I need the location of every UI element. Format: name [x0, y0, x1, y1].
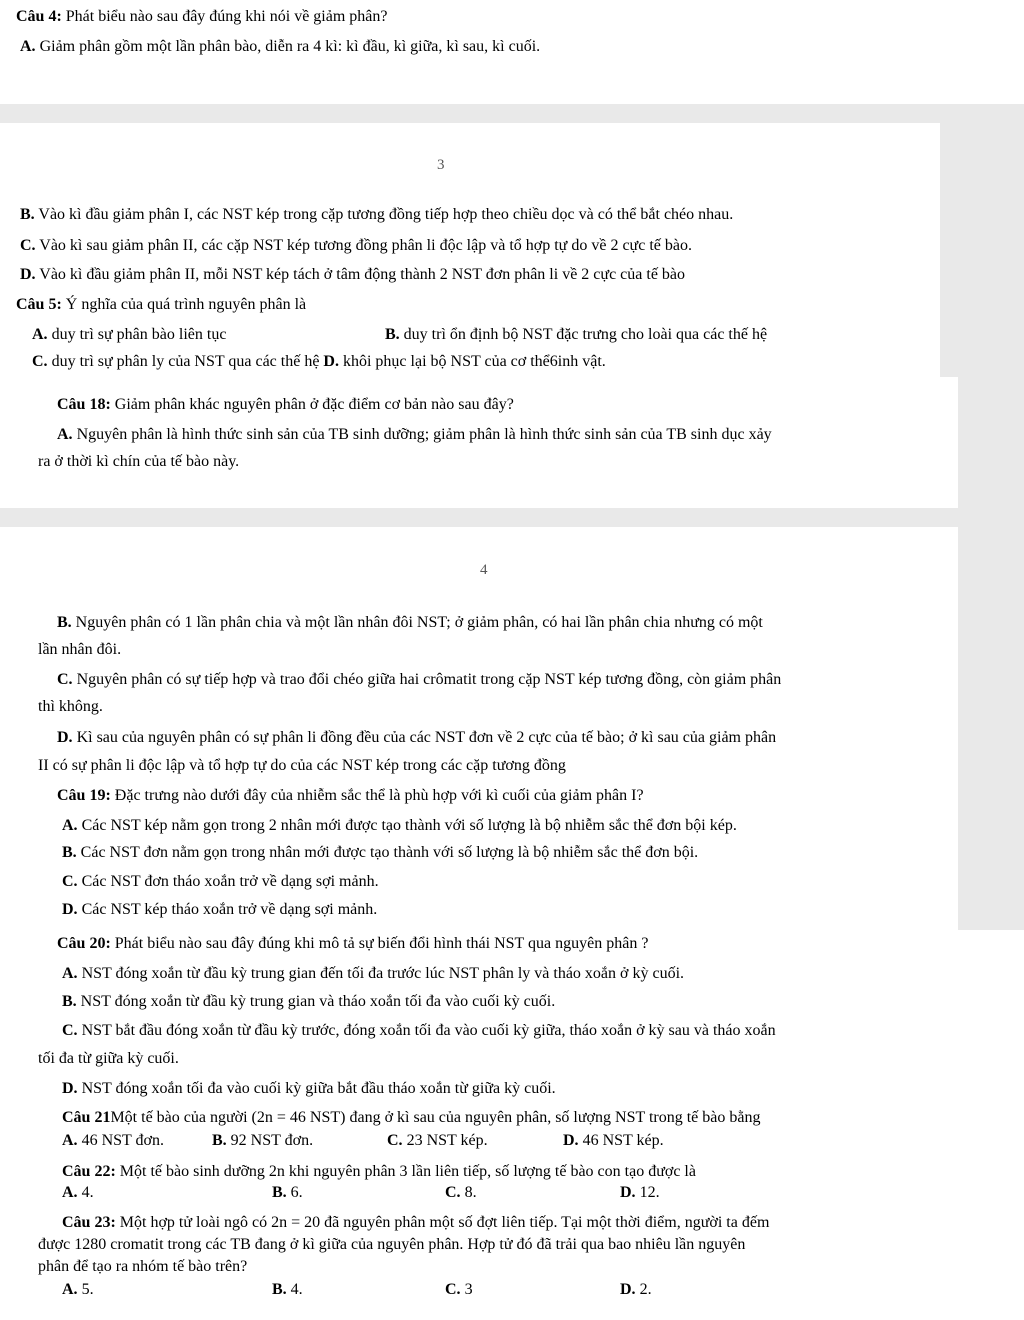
q20-text: Phát biểu nào sau đây đúng khi mô tả sự biến đổi hình thái NST qua nguyên phân ?	[110, 935, 649, 952]
q20-b-text: NST đóng xoắn từ đầu kỳ trung gian và tháo xoắn tối đa vào cuối kỳ cuối.	[76, 993, 556, 1010]
q19-option-a	[62, 816, 737, 835]
q5-label: Câu 5:	[16, 296, 62, 313]
q19-c-label: C.	[62, 873, 78, 890]
q18-c-label: C.	[57, 671, 73, 688]
q20-c-label: C.	[62, 1022, 78, 1039]
q21-a-text: 46 NST đơn.	[77, 1132, 164, 1149]
q18-option-d-line2: II có sự phân li độc lập và tổ hợp tự do của các NST kép trong các cặp tương đồng	[38, 757, 566, 774]
q18-a-label: A.	[57, 426, 73, 443]
q23-b-text: 4.	[286, 1281, 303, 1298]
q4-label: Câu 4:	[16, 8, 62, 25]
q20-a-text: NST đóng xoắn từ đầu kỳ trung gian đến tối đa trước lúc NST phân ly và tháo xoắn ở kỳ cuối.	[77, 965, 685, 982]
q21-option-a	[62, 1131, 164, 1150]
q18-label: Câu 18:	[57, 396, 111, 413]
q4-b-text: Vào kì đầu giảm phân I, các NST kép trong cặp tương đồng tiếp hợp theo chiều dọc và có thể bắt chéo nhau.	[34, 206, 734, 223]
q23-stem-line3: phân để tạo ra nhóm tế bào trên?	[38, 1258, 248, 1275]
q5-a-text: duy trì sự phân bào liên tục	[47, 326, 227, 343]
q21-b-label: B.	[212, 1132, 227, 1149]
q22-d-text: 12.	[635, 1184, 660, 1201]
q5-c-text: duy trì sự phân ly của NST qua các thế hệ	[47, 353, 320, 370]
q4-a-text: Giảm phân gồm một lần phân bào, diễn ra 4 kì: kì đầu, kì giữa, kì sau, kì cuối.	[35, 38, 541, 55]
q18-option-b-line2: lần nhân đôi.	[38, 641, 122, 658]
q18-d-text-1: Kì sau của nguyên phân có sự phân li đồng đều của các NST đơn về 2 cực của tế bào; ở kì sau của giảm phân	[72, 729, 777, 746]
q22-stem	[62, 1162, 696, 1181]
q20-option-c-line1	[62, 1021, 776, 1040]
q4-b-label: B.	[20, 206, 35, 223]
q22-c-label: C.	[445, 1184, 461, 1201]
q18-b-label: B.	[57, 614, 72, 631]
q21-label: Câu 21	[62, 1109, 111, 1126]
q20-option-d	[62, 1079, 556, 1098]
q21-stem	[62, 1108, 760, 1127]
q21-c-text: 23 NST kép.	[402, 1132, 488, 1149]
q5-d-text: khôi phục lại bộ NST của cơ thể6inh vật.	[338, 353, 606, 370]
q23-option-d	[620, 1280, 652, 1299]
q23-a-text: 5.	[77, 1281, 94, 1298]
q18-text: Giảm phân khác nguyên phân ở đặc điểm cơ bản nào sau đây?	[110, 396, 514, 413]
q21-c-label: C.	[387, 1132, 403, 1149]
q19-c-text: Các NST đơn tháo xoắn trở về dạng sợi mảnh.	[77, 873, 379, 890]
q22-option-b	[272, 1183, 303, 1202]
q19-option-c	[62, 872, 379, 891]
q22-a-label: A.	[62, 1184, 78, 1201]
q4-stem	[16, 7, 388, 26]
q19-d-label: D.	[62, 901, 78, 918]
q22-a-text: 4.	[77, 1184, 94, 1201]
q22-option-d	[620, 1183, 660, 1202]
q5-stem	[16, 295, 306, 314]
q18-option-c-line1	[57, 670, 781, 689]
q23-option-a	[62, 1280, 94, 1299]
q21-b-text: 92 NST đơn.	[226, 1132, 314, 1149]
q21-option-b	[212, 1131, 313, 1150]
q21-a-label: A.	[62, 1132, 78, 1149]
q19-stem	[57, 786, 644, 805]
q5-b-label: B.	[385, 326, 400, 343]
q19-d-text: Các NST kép tháo xoắn trở về dạng sợi mảnh.	[77, 901, 378, 918]
q18-c-text-1: Nguyên phân có sự tiếp hợp và trao đổi chéo giữa hai crômatit trong cặp NST kép tương đồng, còn giảm phân	[72, 671, 782, 688]
q19-label: Câu 19:	[57, 787, 111, 804]
q19-text: Đặc trưng nào dưới đây của nhiễm sắc thể là phù hợp với kì cuối của giảm phân I?	[110, 787, 644, 804]
q18-option-d-line1	[57, 728, 776, 747]
q5-d-label: D.	[323, 353, 339, 370]
page-gap-2	[0, 508, 958, 527]
q5-option-c	[32, 352, 606, 371]
q18-b-text-1: Nguyên phân có 1 lần phân chia và một lần nhân đôi NST; ở giảm phân, có hai lần phân chia nhưng có một	[71, 614, 763, 631]
q20-option-a	[62, 964, 684, 983]
page-gap-right-1	[940, 123, 1024, 377]
q20-a-label: A.	[62, 965, 78, 982]
q20-stem	[57, 934, 648, 953]
q19-b-label: B.	[62, 844, 77, 861]
q19-a-text: Các NST kép nằm gọn trong 2 nhân mới được tạo thành với số lượng là bộ nhiễm sắc thể đơn bội kép.	[77, 817, 737, 834]
q20-d-label: D.	[62, 1080, 78, 1097]
q5-option-a	[32, 325, 226, 344]
q5-b-text: duy trì ổn định bộ NST đặc trưng cho loài qua các thế hệ	[399, 326, 768, 343]
q19-a-label: A.	[62, 817, 78, 834]
q5-c-label: C.	[32, 353, 48, 370]
q20-option-b	[62, 992, 555, 1011]
q22-option-c	[445, 1183, 477, 1202]
q22-label: Câu 22:	[62, 1163, 116, 1180]
q4-c-label: C.	[20, 237, 36, 254]
q23-label: Câu 23:	[62, 1214, 116, 1231]
q23-c-text: 3	[460, 1281, 473, 1298]
q5-text: Ý nghĩa của quá trình nguyên phân là	[61, 296, 307, 313]
q4-option-d	[20, 265, 685, 284]
q4-a-label: A.	[20, 38, 36, 55]
page-number-4: 4	[480, 562, 488, 578]
q22-d-label: D.	[620, 1184, 636, 1201]
q21-d-text: 46 NST kép.	[578, 1132, 664, 1149]
q5-a-label: A.	[32, 326, 48, 343]
q18-option-a-line2: ra ở thời kì chín của tế bào này.	[38, 453, 240, 470]
q23-stem-line2: được 1280 cromatit trong các TB đang ở kì giữa của nguyên phân. Hợp tử đó đã trải qua bao nhiêu lần nguyên	[38, 1236, 746, 1253]
q18-d-label: D.	[57, 729, 73, 746]
page-gap-1	[0, 104, 1024, 123]
q23-stem-line1	[62, 1213, 769, 1232]
q4-d-text: Vào kì đầu giảm phân II, mỗi NST kép tách ở tâm động thành 2 NST đơn phân li về 2 cực của tế bào	[35, 266, 686, 283]
q23-b-label: B.	[272, 1281, 287, 1298]
q18-option-b-line1	[57, 613, 763, 632]
q18-a-text-1: Nguyên phân là hình thức sinh sản của TB sinh dưỡng; giảm phân là hình thức sinh sản của TB sinh dục xảy	[72, 426, 772, 443]
q4-option-c	[20, 236, 692, 255]
page-gap-left-1	[0, 104, 10, 123]
q21-text: Một tế bào của người (2n = 46 NST) đang ở kì sau của nguyên phân, số lượng NST trong tế bào bằng	[110, 1109, 761, 1126]
q23-d-text: 2.	[635, 1281, 652, 1298]
q18-option-a-line1	[57, 425, 772, 444]
q23-c-label: C.	[445, 1281, 461, 1298]
q23-option-b	[272, 1280, 303, 1299]
q4-d-label: D.	[20, 266, 36, 283]
q19-option-d	[62, 900, 377, 919]
q20-label: Câu 20:	[57, 935, 111, 952]
q22-b-label: B.	[272, 1184, 287, 1201]
q22-c-text: 8.	[460, 1184, 477, 1201]
q23-d-label: D.	[620, 1281, 636, 1298]
q23-a-label: A.	[62, 1281, 78, 1298]
q21-option-c	[387, 1131, 488, 1150]
q4-text: Phát biểu nào sau đây đúng khi nói về giảm phân?	[61, 8, 388, 25]
page-gap-right-2	[958, 377, 1024, 930]
q19-option-b	[62, 843, 698, 862]
q21-d-label: D.	[563, 1132, 579, 1149]
q22-b-text: 6.	[286, 1184, 303, 1201]
q21-option-d	[563, 1131, 664, 1150]
q20-d-text: NST đóng xoắn tối đa vào cuối kỳ giữa bắt đầu tháo xoắn từ giữa kỳ cuối.	[77, 1080, 556, 1097]
q4-option-b	[20, 205, 733, 224]
q18-stem	[57, 395, 514, 414]
page-number-3: 3	[437, 157, 445, 173]
q22-text: Một tế bào sinh dưỡng 2n khi nguyên phân 3 lần liên tiếp, số lượng tế bào con tạo được là	[115, 1163, 696, 1180]
q23-option-c	[445, 1280, 473, 1299]
q4-c-text: Vào kì sau giảm phân II, các cặp NST kép tương đồng phân li độc lập và tổ hợp tự do về 2 cực tế bào.	[35, 237, 692, 254]
q20-c-text-1: NST bắt đầu đóng xoắn từ đầu kỳ trước, đóng xoắn tối đa vào cuối kỳ giữa, tháo xoắn ở kỳ sau và tháo xoắn	[77, 1022, 776, 1039]
q20-option-c-line2: tối đa từ giữa kỳ cuối.	[38, 1050, 179, 1067]
q20-b-label: B.	[62, 993, 77, 1010]
q4-option-a	[20, 37, 540, 56]
q23-text: Một hợp tử loài ngô có 2n = 20 đã nguyên phân một số đợt liên tiếp. Tại một thời điểm, người ta đếm	[115, 1214, 770, 1231]
q22-option-a	[62, 1183, 94, 1202]
q5-option-b	[385, 325, 767, 344]
q19-b-text: Các NST đơn nằm gọn trong nhân mới được tạo thành với số lượng là bộ nhiễm sắc thể đơn bội.	[76, 844, 699, 861]
q18-option-c-line2: thì không.	[38, 698, 103, 715]
